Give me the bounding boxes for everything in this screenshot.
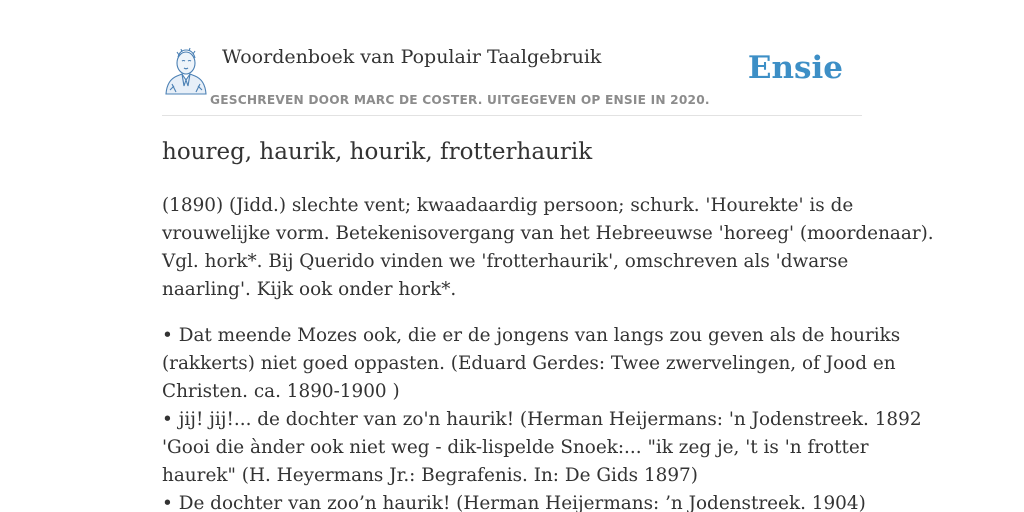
- quotes-paragraph: [162, 322, 922, 512]
- author-portrait: [162, 46, 210, 96]
- dictionary-title[interactable]: Woordenboek van Populair Taalgebruik: [222, 46, 602, 68]
- quote-line: • jij! jij!... de dochter van zo'n haurik! (Herman Heijermans: 'n Jodenstreek. 1892: [162, 409, 922, 430]
- definition-line: naarling'. Kijk ook onder hork*.: [162, 279, 457, 300]
- dictionary-header: [162, 40, 862, 116]
- quote-line: haurek" (H. Heyermans Jr.: Begrafenis. In: De Gids 1897): [162, 465, 698, 486]
- quote-line: 'Gooi die ànder ook niet weg - dik-lispelde Snoek:... "ik zeg je, 't is 'n frotter: [162, 437, 869, 458]
- entry-title: houreg, haurik, hourik, frotterhaurik: [162, 139, 593, 165]
- quote-line: • De dochter van zoo’n haurik! (Herman Heijermans: ’n Jodenstreek. 1904): [162, 493, 866, 512]
- definition-paragraph: [162, 192, 934, 304]
- definition-line: vrouwelijke vorm. Betekenisovergang van het Hebreeuwse 'horeeg' (moordenaar).: [162, 223, 934, 244]
- definition-line: Vgl. hork*. Bij Querido vinden we 'frotterhaurik', omschreven als 'dwarse: [162, 251, 849, 272]
- quote-line: (rakkerts) niet goed oppasten. (Eduard Gerdes: Twee zwervelingen, of Jood en: [162, 353, 896, 374]
- quote-line: • Dat meende Mozes ook, die er de jongens van langs zou geven als de houriks: [162, 325, 901, 346]
- ensie-logo[interactable]: Ensie: [747, 50, 843, 86]
- definition-line: (1890) (Jidd.) slechte vent; kwaadaardig persoon; schurk. 'Hourekte' is de: [162, 195, 854, 216]
- entry-content: [162, 192, 934, 512]
- author-byline: GESCHREVEN DOOR MARC DE COSTER. UITGEGEVEN OP ENSIE IN 2020.: [210, 93, 710, 107]
- quote-line: Christen. ca. 1890-1900 ): [162, 381, 400, 402]
